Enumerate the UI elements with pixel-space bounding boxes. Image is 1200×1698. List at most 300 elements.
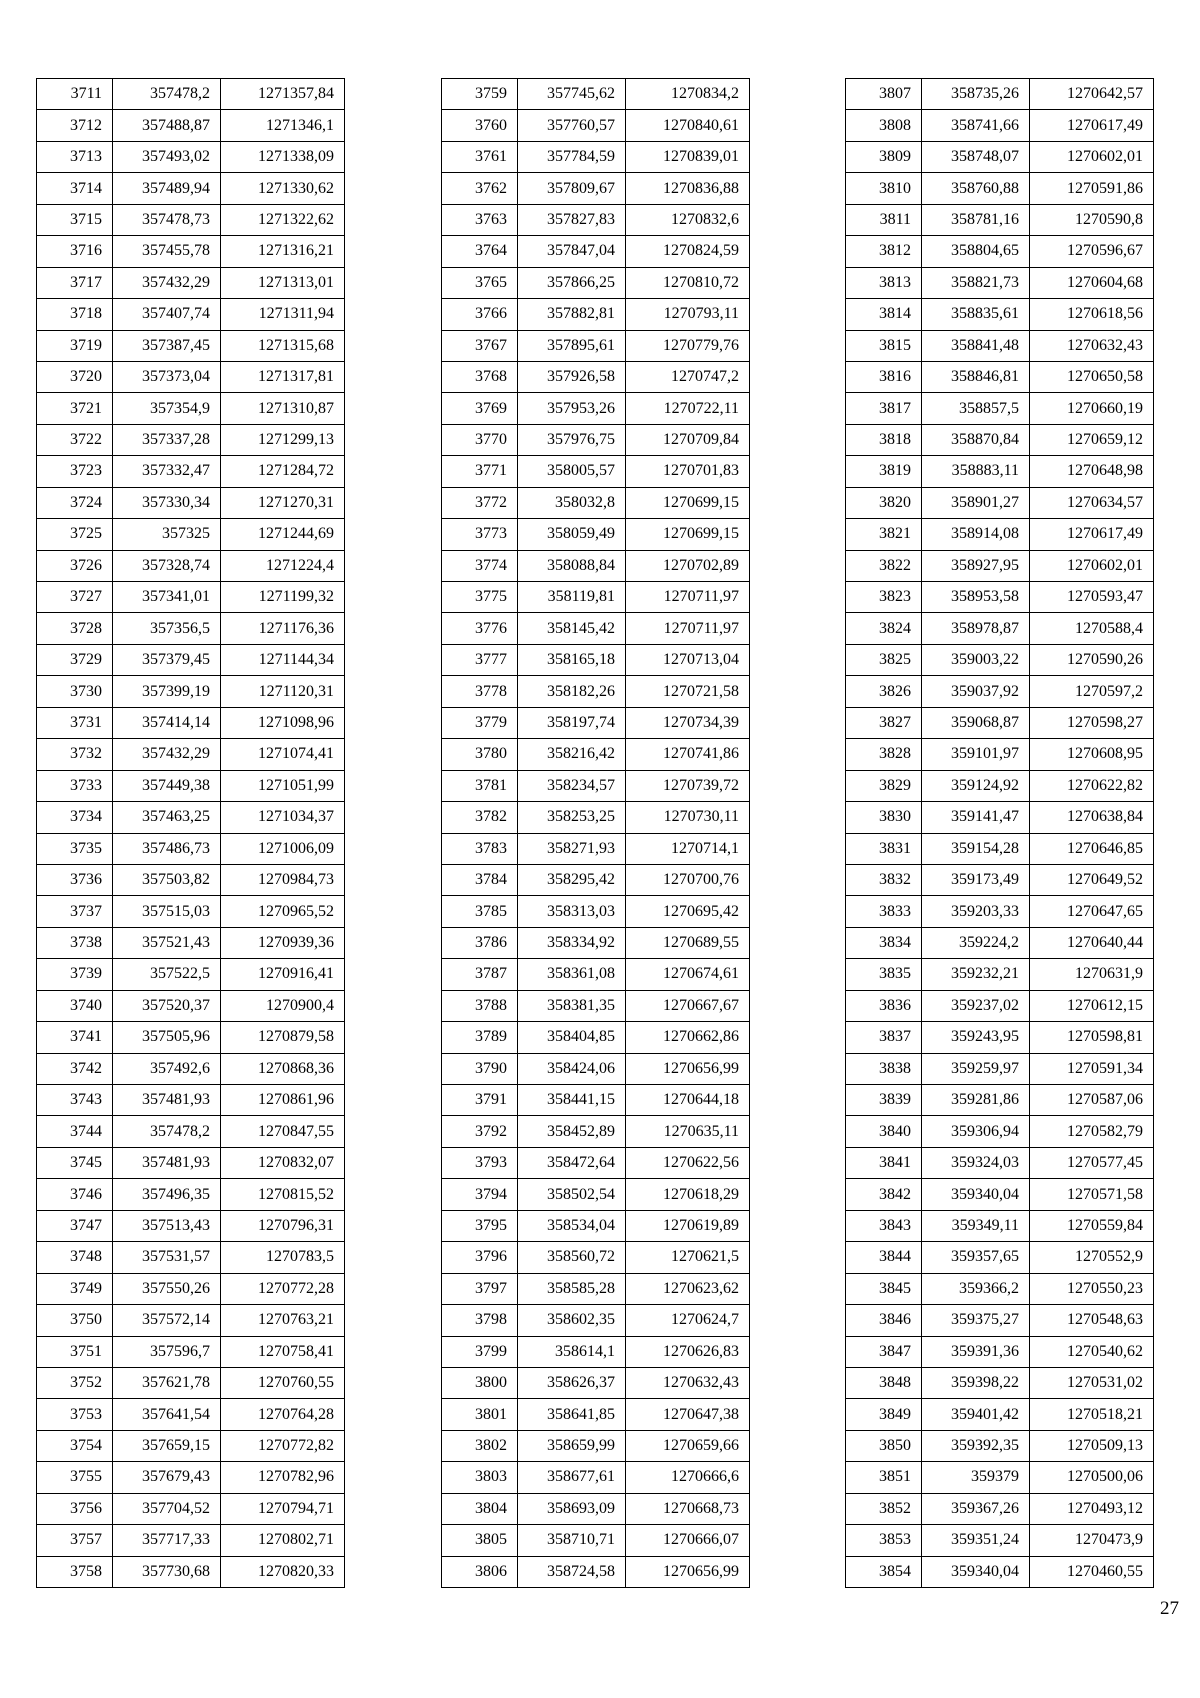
table-row [846,644,1154,675]
table-row [846,173,1154,204]
x-coordinate-cell: 358735,26 [922,79,1030,110]
x-coordinate-cell: 358452,89 [518,1116,626,1147]
point-number-cell: 3817 [846,393,922,424]
table-row [442,1430,750,1461]
table-row [442,676,750,707]
point-number-cell: 3754 [37,1430,113,1461]
point-number-cell: 3835 [846,959,922,990]
x-coordinate-cell: 357784,59 [518,141,626,172]
point-number-cell: 3757 [37,1525,113,1556]
point-number-cell: 3808 [846,110,922,141]
table-row [846,519,1154,550]
x-coordinate-cell: 358404,85 [518,1022,626,1053]
table-row [37,550,345,581]
y-coordinate-cell: 1270631,9 [1030,959,1154,990]
point-number-cell: 3842 [846,1179,922,1210]
table-row [442,1462,750,1493]
x-coordinate-cell: 359351,24 [922,1525,1030,1556]
table-row [37,990,345,1021]
y-coordinate-cell: 1270847,55 [221,1116,345,1147]
x-coordinate-cell: 358857,5 [922,393,1030,424]
y-coordinate-cell: 1271284,72 [221,456,345,487]
table-row [37,1242,345,1273]
y-coordinate-cell: 1270500,06 [1030,1462,1154,1493]
point-number-cell: 3840 [846,1116,922,1147]
point-number-cell: 3765 [442,267,518,298]
point-number-cell: 3844 [846,1242,922,1273]
point-number-cell: 3755 [37,1462,113,1493]
y-coordinate-cell: 1270617,49 [1030,519,1154,550]
x-coordinate-cell: 357572,14 [113,1305,221,1336]
point-number-cell: 3733 [37,770,113,801]
y-coordinate-cell: 1270622,82 [1030,770,1154,801]
point-number-cell: 3830 [846,802,922,833]
table-row [37,267,345,298]
y-coordinate-cell: 1271315,68 [221,330,345,361]
table-row [37,519,345,550]
y-coordinate-cell: 1270582,79 [1030,1116,1154,1147]
table-row [442,1179,750,1210]
table-row [442,833,750,864]
point-number-cell: 3811 [846,204,922,235]
x-coordinate-cell: 359375,27 [922,1305,1030,1336]
table-row [37,79,345,110]
point-number-cell: 3766 [442,299,518,330]
table-row [442,79,750,110]
y-coordinate-cell: 1270730,11 [626,802,750,833]
y-coordinate-cell: 1271338,09 [221,141,345,172]
x-coordinate-cell: 357455,78 [113,236,221,267]
x-coordinate-cell: 357341,01 [113,582,221,613]
point-number-cell: 3814 [846,299,922,330]
point-number-cell: 3749 [37,1273,113,1304]
x-coordinate-cell: 358835,61 [922,299,1030,330]
point-number-cell: 3771 [442,456,518,487]
point-number-cell: 3734 [37,802,113,833]
y-coordinate-cell: 1270493,12 [1030,1493,1154,1524]
y-coordinate-cell: 1270965,52 [221,896,345,927]
x-coordinate-cell: 358883,11 [922,456,1030,487]
point-number-cell: 3729 [37,644,113,675]
point-number-cell: 3807 [846,79,922,110]
y-coordinate-cell: 1271313,01 [221,267,345,298]
x-coordinate-cell: 359340,04 [922,1556,1030,1587]
x-coordinate-cell: 358441,15 [518,1085,626,1116]
point-number-cell: 3725 [37,519,113,550]
y-coordinate-cell: 1270602,01 [1030,550,1154,581]
y-coordinate-cell: 1270699,15 [626,487,750,518]
table-row [846,361,1154,392]
table-row [442,1085,750,1116]
x-coordinate-cell: 357895,61 [518,330,626,361]
table-row [846,1367,1154,1398]
y-coordinate-cell: 1270839,01 [626,141,750,172]
point-number-cell: 3837 [846,1022,922,1053]
point-number-cell: 3731 [37,707,113,738]
y-coordinate-cell: 1270588,4 [1030,613,1154,644]
table-row [37,1210,345,1241]
point-number-cell: 3829 [846,770,922,801]
x-coordinate-cell: 357488,87 [113,110,221,141]
table-row [846,1085,1154,1116]
table-row [846,487,1154,518]
x-coordinate-cell: 358334,92 [518,927,626,958]
table-row [442,864,750,895]
point-number-cell: 3743 [37,1085,113,1116]
point-number-cell: 3742 [37,1053,113,1084]
y-coordinate-cell: 1270647,38 [626,1399,750,1430]
table-row [846,393,1154,424]
table-row [442,550,750,581]
table-row [37,864,345,895]
point-number-cell: 3778 [442,676,518,707]
point-number-cell: 3800 [442,1367,518,1398]
y-coordinate-cell: 1270722,11 [626,393,750,424]
y-coordinate-cell: 1270577,45 [1030,1147,1154,1178]
x-coordinate-cell: 357356,5 [113,613,221,644]
point-number-cell: 3791 [442,1085,518,1116]
table-row [846,1242,1154,1273]
y-coordinate-cell: 1270640,44 [1030,927,1154,958]
x-coordinate-cell: 359154,28 [922,833,1030,864]
x-coordinate-cell: 358914,08 [922,519,1030,550]
x-coordinate-cell: 358841,48 [922,330,1030,361]
point-number-cell: 3735 [37,833,113,864]
y-coordinate-cell: 1271006,09 [221,833,345,864]
point-number-cell: 3721 [37,393,113,424]
point-number-cell: 3799 [442,1336,518,1367]
table-row [846,110,1154,141]
table-row [37,1493,345,1524]
table-row [846,613,1154,644]
y-coordinate-cell: 1270540,62 [1030,1336,1154,1367]
y-coordinate-cell: 1270602,01 [1030,141,1154,172]
point-number-cell: 3718 [37,299,113,330]
y-coordinate-cell: 1270701,83 [626,456,750,487]
y-coordinate-cell: 1270590,26 [1030,644,1154,675]
table-row [442,644,750,675]
y-coordinate-cell: 1271199,32 [221,582,345,613]
x-coordinate-cell: 358821,73 [922,267,1030,298]
point-number-cell: 3745 [37,1147,113,1178]
table-row [846,79,1154,110]
point-number-cell: 3841 [846,1147,922,1178]
table-row [442,1556,750,1587]
y-coordinate-cell: 1270460,55 [1030,1556,1154,1587]
table-row [37,707,345,738]
table-row [442,456,750,487]
y-coordinate-cell: 1270832,07 [221,1147,345,1178]
point-number-cell: 3764 [442,236,518,267]
y-coordinate-cell: 1270689,55 [626,927,750,958]
point-number-cell: 3845 [846,1273,922,1304]
y-coordinate-cell: 1270624,7 [626,1305,750,1336]
y-coordinate-cell: 1271316,21 [221,236,345,267]
table-row [442,1242,750,1273]
point-number-cell: 3777 [442,644,518,675]
table-row [442,110,750,141]
point-number-cell: 3806 [442,1556,518,1587]
y-coordinate-cell: 1270598,27 [1030,707,1154,738]
x-coordinate-cell: 357809,67 [518,173,626,204]
point-number-cell: 3812 [846,236,922,267]
y-coordinate-cell: 1270763,21 [221,1305,345,1336]
x-coordinate-cell: 358927,95 [922,550,1030,581]
point-number-cell: 3785 [442,896,518,927]
point-number-cell: 3854 [846,1556,922,1587]
table-row [442,896,750,927]
y-coordinate-cell: 1270782,96 [221,1462,345,1493]
x-coordinate-cell: 358677,61 [518,1462,626,1493]
y-coordinate-cell: 1270820,33 [221,1556,345,1587]
x-coordinate-cell: 357520,37 [113,990,221,1021]
point-number-cell: 3776 [442,613,518,644]
x-coordinate-cell: 357505,96 [113,1022,221,1053]
point-number-cell: 3825 [846,644,922,675]
table-row [442,1525,750,1556]
x-coordinate-cell: 357463,25 [113,802,221,833]
x-coordinate-cell: 358781,16 [922,204,1030,235]
y-coordinate-cell: 1270587,06 [1030,1085,1154,1116]
point-number-cell: 3850 [846,1430,922,1461]
point-number-cell: 3772 [442,487,518,518]
y-coordinate-cell: 1270597,2 [1030,676,1154,707]
point-number-cell: 3820 [846,487,922,518]
y-coordinate-cell: 1270608,95 [1030,739,1154,770]
x-coordinate-cell: 358560,72 [518,1242,626,1273]
point-number-cell: 3853 [846,1525,922,1556]
point-number-cell: 3711 [37,79,113,110]
x-coordinate-cell: 357760,57 [518,110,626,141]
y-coordinate-cell: 1270772,82 [221,1430,345,1461]
y-coordinate-cell: 1271034,37 [221,802,345,833]
point-number-cell: 3790 [442,1053,518,1084]
x-coordinate-cell: 357704,52 [113,1493,221,1524]
table-row [442,299,750,330]
page-number: 27 [1160,1598,1179,1619]
point-number-cell: 3768 [442,361,518,392]
point-number-cell: 3839 [846,1085,922,1116]
x-coordinate-cell: 359141,47 [922,802,1030,833]
point-number-cell: 3716 [37,236,113,267]
table-row [846,739,1154,770]
point-number-cell: 3784 [442,864,518,895]
table-row [442,1367,750,1398]
table-row [846,864,1154,895]
point-number-cell: 3818 [846,424,922,455]
x-coordinate-cell: 357354,9 [113,393,221,424]
point-number-cell: 3732 [37,739,113,770]
x-coordinate-cell: 357926,58 [518,361,626,392]
x-coordinate-cell: 358804,65 [922,236,1030,267]
x-coordinate-cell: 358585,28 [518,1273,626,1304]
y-coordinate-cell: 1270591,34 [1030,1053,1154,1084]
table-row [37,1336,345,1367]
x-coordinate-cell: 357330,34 [113,487,221,518]
y-coordinate-cell: 1270662,86 [626,1022,750,1053]
table-row [846,1116,1154,1147]
y-coordinate-cell: 1270815,52 [221,1179,345,1210]
x-coordinate-cell: 358381,35 [518,990,626,1021]
x-coordinate-cell: 358741,66 [922,110,1030,141]
y-coordinate-cell: 1270659,12 [1030,424,1154,455]
x-coordinate-cell: 358978,87 [922,613,1030,644]
y-coordinate-cell: 1270642,57 [1030,79,1154,110]
point-number-cell: 3788 [442,990,518,1021]
x-coordinate-cell: 357449,38 [113,770,221,801]
point-number-cell: 3852 [846,1493,922,1524]
x-coordinate-cell: 357478,2 [113,79,221,110]
x-coordinate-cell: 359068,87 [922,707,1030,738]
x-coordinate-cell: 358846,81 [922,361,1030,392]
y-coordinate-cell: 1270531,02 [1030,1367,1154,1398]
y-coordinate-cell: 1271330,62 [221,173,345,204]
y-coordinate-cell: 1270646,85 [1030,833,1154,864]
x-coordinate-cell: 358032,8 [518,487,626,518]
table-row [37,424,345,455]
table-row [37,1305,345,1336]
x-coordinate-cell: 358182,26 [518,676,626,707]
point-number-cell: 3775 [442,582,518,613]
table-row [442,927,750,958]
y-coordinate-cell: 1270593,47 [1030,582,1154,613]
point-number-cell: 3747 [37,1210,113,1241]
x-coordinate-cell: 359101,97 [922,739,1030,770]
table-row [846,204,1154,235]
table-row [442,487,750,518]
point-number-cell: 3816 [846,361,922,392]
y-coordinate-cell: 1270861,96 [221,1085,345,1116]
y-coordinate-cell: 1271299,13 [221,424,345,455]
y-coordinate-cell: 1270509,13 [1030,1430,1154,1461]
point-number-cell: 3753 [37,1399,113,1430]
table-row [846,424,1154,455]
y-coordinate-cell: 1270473,9 [1030,1525,1154,1556]
x-coordinate-cell: 357399,19 [113,676,221,707]
y-coordinate-cell: 1270591,86 [1030,173,1154,204]
point-number-cell: 3824 [846,613,922,644]
table-row [442,707,750,738]
table-row [442,613,750,644]
point-number-cell: 3738 [37,927,113,958]
table-row [846,1493,1154,1524]
point-number-cell: 3739 [37,959,113,990]
y-coordinate-cell: 1271346,1 [221,110,345,141]
point-number-cell: 3809 [846,141,922,172]
y-coordinate-cell: 1271322,62 [221,204,345,235]
point-number-cell: 3813 [846,267,922,298]
table-row [37,236,345,267]
x-coordinate-cell: 358602,35 [518,1305,626,1336]
point-number-cell: 3769 [442,393,518,424]
x-coordinate-cell: 357522,5 [113,959,221,990]
table-row [846,1430,1154,1461]
table-row [442,267,750,298]
point-number-cell: 3756 [37,1493,113,1524]
point-number-cell: 3762 [442,173,518,204]
x-coordinate-cell: 359357,65 [922,1242,1030,1273]
x-coordinate-cell: 359340,04 [922,1179,1030,1210]
x-coordinate-cell: 358502,54 [518,1179,626,1210]
table-row [37,802,345,833]
table-row [37,644,345,675]
y-coordinate-cell: 1270802,71 [221,1525,345,1556]
point-number-cell: 3719 [37,330,113,361]
point-number-cell: 3787 [442,959,518,990]
table-row [846,1525,1154,1556]
y-coordinate-cell: 1270713,04 [626,644,750,675]
x-coordinate-cell: 357827,83 [518,204,626,235]
coordinates-table-1 [36,78,345,1588]
y-coordinate-cell: 1270518,21 [1030,1399,1154,1430]
y-coordinate-cell: 1271310,87 [221,393,345,424]
y-coordinate-cell: 1270741,86 [626,739,750,770]
table-row [442,1210,750,1241]
point-number-cell: 3834 [846,927,922,958]
y-coordinate-cell: 1270700,76 [626,864,750,895]
y-coordinate-cell: 1270868,36 [221,1053,345,1084]
point-number-cell: 3770 [442,424,518,455]
x-coordinate-cell: 357679,43 [113,1462,221,1493]
table-row [442,990,750,1021]
point-number-cell: 3847 [846,1336,922,1367]
y-coordinate-cell: 1270793,11 [626,299,750,330]
x-coordinate-cell: 357432,29 [113,739,221,770]
table-row [37,739,345,770]
table-row [442,330,750,361]
x-coordinate-cell: 359203,33 [922,896,1030,927]
table-row [846,1556,1154,1587]
point-number-cell: 3728 [37,613,113,644]
y-coordinate-cell: 1271051,99 [221,770,345,801]
point-number-cell: 3786 [442,927,518,958]
table-row [846,959,1154,990]
x-coordinate-cell: 359173,49 [922,864,1030,895]
x-coordinate-cell: 358614,1 [518,1336,626,1367]
y-coordinate-cell: 1270916,41 [221,959,345,990]
point-number-cell: 3838 [846,1053,922,1084]
y-coordinate-cell: 1270666,07 [626,1525,750,1556]
point-number-cell: 3803 [442,1462,518,1493]
point-number-cell: 3723 [37,456,113,487]
table-row [37,896,345,927]
y-coordinate-cell: 1270810,72 [626,267,750,298]
y-coordinate-cell: 1270552,9 [1030,1242,1154,1273]
x-coordinate-cell: 359003,22 [922,644,1030,675]
table-row [442,1022,750,1053]
point-number-cell: 3736 [37,864,113,895]
point-number-cell: 3794 [442,1179,518,1210]
table-row [442,141,750,172]
y-coordinate-cell: 1271074,41 [221,739,345,770]
y-coordinate-cell: 1270666,6 [626,1462,750,1493]
y-coordinate-cell: 1270739,72 [626,770,750,801]
point-number-cell: 3823 [846,582,922,613]
y-coordinate-cell: 1270674,61 [626,959,750,990]
table-row [442,204,750,235]
x-coordinate-cell: 359349,11 [922,1210,1030,1241]
x-coordinate-cell: 357486,73 [113,833,221,864]
y-coordinate-cell: 1270667,67 [626,990,750,1021]
x-coordinate-cell: 359391,36 [922,1336,1030,1367]
x-coordinate-cell: 358119,81 [518,582,626,613]
point-number-cell: 3822 [846,550,922,581]
x-coordinate-cell: 358760,88 [922,173,1030,204]
point-number-cell: 3802 [442,1430,518,1461]
table-row [846,927,1154,958]
point-number-cell: 3831 [846,833,922,864]
table-row [37,927,345,958]
